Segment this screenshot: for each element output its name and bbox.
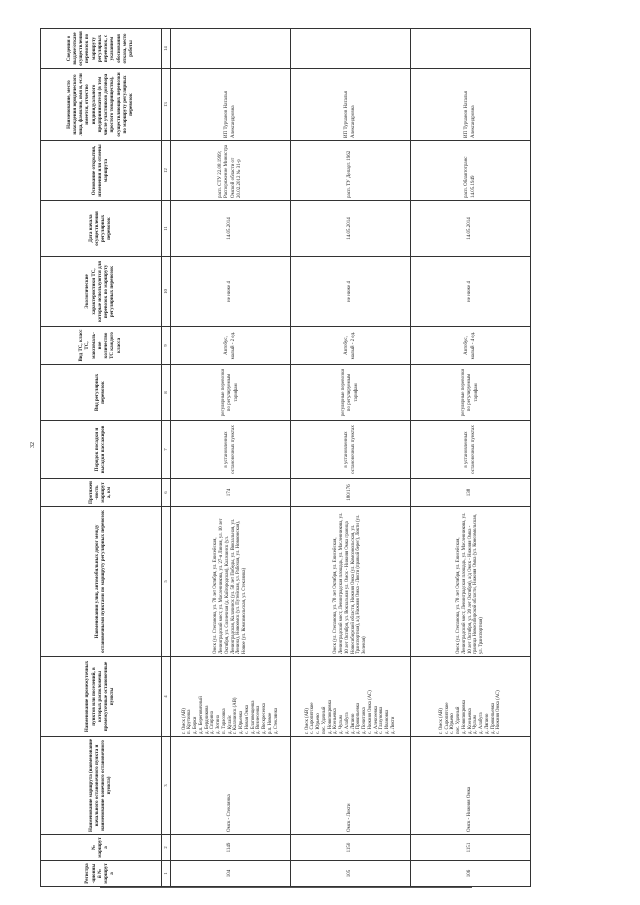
vehicle-cell: Автобус, малый - 4 ед. <box>411 327 531 365</box>
column-number: 9 <box>162 327 171 365</box>
stop-item: д. Вознесенка <box>256 705 262 734</box>
ecology-cell: не ниже 4 <box>171 257 291 327</box>
stop-item: д. Стеклянка <box>273 707 279 734</box>
header-basis: Основание открытия, изменения или отмены маршрута <box>41 141 162 201</box>
carrier-cell: ИП Турчанов Наталья Александровна <box>411 69 531 141</box>
header-ecology: Экологические характеристики ТС, которые используются для перевозок по маршруту регулярных перевозок <box>41 257 162 327</box>
column-number: 13 <box>162 69 171 141</box>
streets-cell: Омск (ул. Степанова, ул. 70 лет Октября, ул. Енисейская, Ленинградский мост, Ленинградская площадь, ул. Масленникова, ул. 10 лет Октября, ул. Вокзальная ул. Омск - Нижняя Омка граница Новосибирской области, Нижняя Омка (ул. Комсомольская, ул. Транспортная), а/д Нижняя Омка - Локти (правый берег), Локти (ул. Зеленая) <box>291 507 411 657</box>
stop-item: д. Чулым <box>473 715 479 734</box>
header-route-name: Наименование маршрута (наименование начального остановочного пункта и наименование конечного остановочного пункта) <box>41 737 162 835</box>
header-stops: Наименование промежуточных пунктов или поселений, в которых расположены промежуточные остановочные пункты <box>41 657 162 737</box>
stops-cell <box>171 657 291 737</box>
stop-item: п. Крутинка <box>187 709 193 734</box>
stop-item: д. Прокопьевка <box>490 702 496 734</box>
start-date-cell: 14.05.2014 <box>411 201 531 257</box>
column-number: 8 <box>162 365 171 421</box>
start-date-cell: 14.05.2014 <box>291 201 411 257</box>
route-no-cell: 1149 <box>171 835 291 861</box>
stop-item: д. Новопокровка <box>327 699 333 734</box>
stop-item: д. Бердникова <box>204 705 210 734</box>
table-row <box>171 29 291 887</box>
stop-item: с. Юрьево <box>450 713 456 734</box>
length-cell: 138 <box>411 479 531 507</box>
column-number: 4 <box>162 657 171 737</box>
stop-item: д. Прокопьевка <box>356 702 362 734</box>
boarding-cell: в установленных остановочных пунктах <box>411 421 531 479</box>
column-number: 6 <box>162 479 171 507</box>
length-cell: 174 <box>171 479 291 507</box>
reg-no-cell: 106 <box>411 861 531 887</box>
column-number: 3 <box>162 737 171 835</box>
vehicle-cell: Автобус, малый - 2 ед. <box>291 327 411 365</box>
header-length: Протяжен-ность маршрута, км <box>41 479 162 507</box>
stop-item: д. Ксеньевка <box>467 708 473 734</box>
route-name-cell: Омск - Локти <box>291 737 411 835</box>
column-number: 5 <box>162 507 171 657</box>
stop-item: д. Юрьевка <box>239 710 245 734</box>
stop-item: г. Омск (АВ) <box>438 708 444 734</box>
stop-item: с. Сыропятское <box>444 702 450 734</box>
basis-cell: расп. СТУ 22.08.1999; Распоряжение Министра Омской области от 20.02.2012 № 31-р <box>171 141 291 201</box>
streets-cell: Омск (ул. Степанова, ул. 70 лет Октября, ул. Енисейская, Ленинградский мост, ул. Масленникова, ул. 27-я Линия, ул. 10 лет Октября, ул. Солнечная (д. Кайгородская), Калачинск (ул. Ленинградская, Калачинск (ул. 50 лет Победы, ул. Вокзальная, ул. Ленина), Новоомск (ул. Путейская, ул. Рабочая, ул. Новоомская), Новое (ул. Комсомольская, ул. Стеклянка) <box>171 507 291 657</box>
stop-item: с. Юрьево <box>316 713 321 734</box>
transport-type-cell: регулярные перевозки по регулируемым тарифам <box>411 365 531 421</box>
stop-item: д. Новопокровка <box>461 699 467 734</box>
table-row <box>411 29 531 887</box>
column-number: 7 <box>162 421 171 479</box>
header-vehicle: Вид ТС, класс ТС, максималь-ное количество ТС каждого класса <box>41 327 162 365</box>
column-number: 12 <box>162 141 171 201</box>
basis-cell: расп. Облавтотранс 14.05.1949 <box>411 141 531 201</box>
stop-item: г. Омск (АВ) <box>304 708 310 734</box>
table-header-row <box>41 29 162 887</box>
routes-register-table <box>40 28 531 887</box>
basis-cell: расп. ТУ Департ. 1962 <box>291 141 411 201</box>
stops-cell <box>291 657 411 737</box>
stop-item: д. Ляпино <box>350 713 356 734</box>
transport-type-cell: регулярные перевозки по регулируемым тарифам <box>291 365 411 421</box>
rotated-table-container <box>40 29 502 887</box>
column-number: 14 <box>162 29 171 69</box>
stop-item: д. Ляпино <box>484 713 490 734</box>
stop-item: д. Воскресенка <box>262 703 268 734</box>
stop-item: с. Новая Омка <box>244 704 250 734</box>
streets-cell: Омск (ул. Степанова, ул. 70 лет Октября, ул. Енисейская, Ленинградский мост, Ленинградская площадь, ул. Масленникова, ул. 10 лет Октября, ул. 20 лет Октября), а/д Омск - Нижняя Омка - граница Новосибирской области, Нижняя Омка (ул. Комсомольская, ул. Транспортная) <box>411 507 531 657</box>
stop-item: д. Кулайс <box>227 714 233 734</box>
page-number: 32 <box>30 442 36 448</box>
bottom-rule <box>100 887 472 888</box>
stop-item: с. Глазуновка <box>379 706 385 734</box>
vehicle-cell: Автобус, малый - 2 ед. <box>171 327 291 365</box>
stop-item: г. Калачинск (АВ) <box>233 697 239 734</box>
ecology-cell: не ниже 4 <box>291 257 411 327</box>
stop-item: пос. Удачный <box>321 706 327 734</box>
header-reg-no: Регистра-ционный № маршрута <box>41 861 162 887</box>
stop-item: д. Алексеевка <box>373 705 379 734</box>
boarding-cell: в установленных остановочных пунктах <box>291 421 411 479</box>
stop-item: д. Почитанка <box>362 707 367 734</box>
transport-type-cell: регулярные перевозки по регулируемым тарифам <box>171 365 291 421</box>
ecology-cell: не ниже 4 <box>411 257 531 327</box>
length-cell: 180/176 <box>291 479 411 507</box>
info-cell <box>171 29 291 69</box>
info-cell <box>291 29 411 69</box>
start-date-cell: 14.05.2014 <box>171 201 291 257</box>
stop-item: п. Тарасовка <box>221 708 227 734</box>
stop-item: р.п. Новое <box>267 712 273 734</box>
stop-item: д. Чулым <box>339 715 344 734</box>
stop-item: с. Нижняя Омка (АС) <box>496 690 502 734</box>
column-number: 2 <box>162 835 171 861</box>
carrier-cell: ИП Турчанов Наталья Александровна <box>171 69 291 141</box>
stop-item: д. Ксеньевка <box>333 708 339 734</box>
carrier-cell: ИП Турчанов Наталья Александровна <box>291 69 411 141</box>
header-info: Сведения о выдаче/отказе осуществления перевозок по маршруту регулярных перевозок, с указанием обоснования отказа, место работы <box>41 29 162 69</box>
stops-cell <box>411 657 531 737</box>
table-row <box>291 29 411 887</box>
stop-item: д.п. Береговичный <box>198 696 204 734</box>
column-number: 11 <box>162 201 171 257</box>
stop-item: д. Ивановка <box>385 709 390 734</box>
stop-item: д. Алабуга <box>479 712 485 734</box>
stop-item: д. Зотина <box>216 715 222 734</box>
route-no-cell: 1151 <box>411 835 531 861</box>
stop-item: д. Алабуга <box>344 712 350 734</box>
header-start-date: Дата начала осуществления регулярных перевозок <box>41 201 162 257</box>
route-name-cell: Омск - Стеклянка <box>171 737 291 835</box>
stop-item: пос. Удачный <box>456 706 462 734</box>
stop-item: д. Борки <box>193 716 199 734</box>
column-number: 10 <box>162 257 171 327</box>
header-transport-type: Вид регулярных перевозок <box>41 365 162 421</box>
reg-no-cell: 105 <box>291 861 411 887</box>
column-number-row <box>162 29 171 887</box>
stop-item: с. Нижняя Омка (АС) <box>367 690 373 734</box>
stop-item: д. Локти <box>390 716 396 734</box>
header-streets: Наименования улиц, автомобильных дорог между остановочными пунктами по маршруту регулярных перевозок <box>41 507 162 657</box>
route-name-cell: Омск - Нижняя Омка <box>411 737 531 835</box>
stop-item: с. Сыропятское <box>310 702 316 734</box>
stop-item: г. Омск (АВ) <box>181 708 187 734</box>
stop-item: д. Благовещенка <box>250 700 256 734</box>
route-no-cell: 1150 <box>291 835 411 861</box>
header-boarding: Порядок посадки и высадки пассажиров <box>41 421 162 479</box>
stop-item: д. Спирина <box>210 711 216 734</box>
info-cell <box>411 29 531 69</box>
boarding-cell: в установленных остановочных пунктах <box>171 421 291 479</box>
reg-no-cell: 104 <box>171 861 291 887</box>
header-route-no: № маршрута <box>41 835 162 861</box>
header-carrier: Наименование, место нахождения юридического лица, фамилия, имя и, если имеется, отчество индивидуального предпринимателя (в том числе участников договора простого товарищества), осуществляющих перевозки по маршруту регулярных перевозок <box>41 69 162 141</box>
column-number: 1 <box>162 861 171 887</box>
